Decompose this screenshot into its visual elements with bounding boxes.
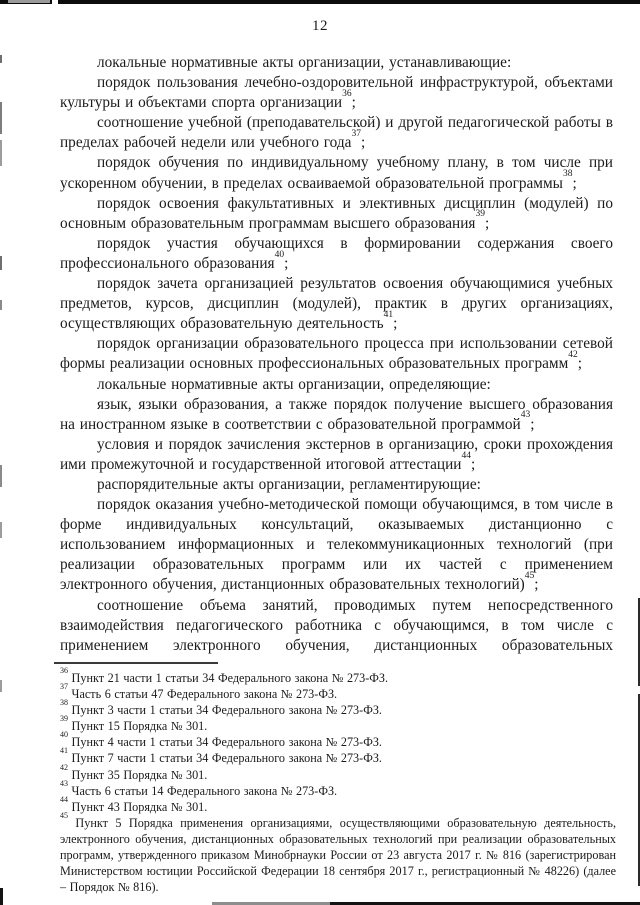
footnote-ref: 40 [274,249,285,260]
body-paragraph: соотношение учебной (преподавательской) и другой педагогической работы в пределах рабочей недели или учебного года$^{37}$; [60,114,613,152]
footnote-number: 38 [60,698,68,708]
scan-artifact-left-edge [0,300,2,310]
scan-artifact-left-edge [0,140,2,166]
scan-artifact-left-edge [0,256,2,270]
body-paragraph: порядок оказания учебно-методической помощи обучающимся, в том числе в форме индивидуальных консультаций, оказываемых дистанционно с использованием информационных и телекоммуникационных технологий (при реализации образовательных программ или их частей с применением электронного обучения, дистанционных образовательных технологий)$^{45}$; [60,496,613,594]
footnote-item: $^{43}$ Часть 6 статьи 14 Федерального закона № 273-ФЗ. [60,778,338,798]
body-paragraph: порядок организации образовательного процесса при использовании сетевой формы реализации основных профессиональных образовательных программ$^{42}$; [60,335,613,373]
footnote-ref: 45 [524,571,535,582]
scan-artifact-left-edge [0,522,2,538]
body-text [60,53,613,656]
scan-artifact-left-edge [0,102,2,134]
footnote-number: 42 [60,762,68,772]
footnote-number: 44 [60,794,68,804]
footnotes-section [60,662,616,895]
footnote-number: 43 [60,778,68,788]
footnote-item: $^{39}$ Пункт 15 Порядка № 301. [60,714,208,734]
scan-artifact-top-bar [52,0,58,4]
body-paragraph: соотношение объема занятий, проводимых путем непосредственного взаимодействия педагогического работника с обучающимся, в том числе с применением электронного обучения, дистанционных образовательных [60,596,613,654]
body-paragraph: язык, языки образования, а также порядок получение высшего образования на иностранном языке в соответствии с образовательной программой$^{43}$; [60,395,613,433]
body-paragraph: условия и порядок зачисления экстернов в организацию, сроки прохождения ими промежуточной и государственной итоговой аттестации$^{44}$; [60,435,613,473]
footnote-item: $^{36}$ Пункт 21 части 1 статьи 34 Федерального закона № 273-ФЗ. [60,665,389,685]
footnote-number: 37 [60,682,68,692]
body-paragraph: порядок освоения факультативных и элективных дисциплин (модулей) по основным образовательным программам высшего образования$^{39}$; [60,194,613,232]
footnote-number: 45 [60,810,68,820]
body-paragraph: порядок зачета организацией результатов освоения обучающимися учебных предметов, курсов, дисциплин (модулей), практик в других организациях, осуществляющих образовательную деятельность$^{41}$; [60,275,613,333]
page-number: 12 [312,18,328,34]
footnote-ref: 43 [520,410,531,421]
body-paragraph: порядок пользования лечебно-оздоровительной инфраструктурой, объектами культуры и объектами спорта организации$^{36}$; [60,74,613,112]
footnote-ref: 36 [342,88,352,99]
footnote-ref: 38 [562,169,573,180]
footnote-number: 40 [60,730,68,740]
scan-artifact-top-bar [0,0,640,4]
footnote-list [60,665,616,895]
scan-artifact-top-bar [8,0,50,3]
scan-artifact-left-edge [0,465,2,487]
scan-artifact-left-edge [0,680,2,692]
footnote-ref: 42 [568,350,578,361]
footnote-ref: 39 [475,209,485,220]
scan-artifact-left-edge [0,55,2,63]
footnote-ref: 44 [461,450,471,461]
footnote-item: $^{37}$ Часть 6 статьи 47 Федерального закона № 273-ФЗ. [60,682,338,702]
footnote-item: $^{40}$ Пункт 4 части 1 статьи 34 Федерального закона № 273-ФЗ. [60,730,382,750]
body-paragraph: распорядительные акты организации, регламентирующие: [97,475,481,493]
scan-artifact-left-edge [0,888,3,905]
footnote-item: $^{42}$ Пункт 35 Порядка № 301. [60,762,208,782]
footnote-item: $^{44}$ Пункт 43 Порядка № 301. [60,794,208,814]
footnote-item: $^{45}$ Пункт 5 Порядка применения организациями, осуществляющими образовательную деятельность, электронного обучения, дистанционных образовательных технологий при реализации образовательных программ, утвержденного приказом Минобрнауки России от 23 августа 2017 г. № 816 (зарегистрирован Министерством юстиции Российской Федерации 18 сентября 2017 г., регистрационный № 48226) (далее – Порядок № 816). [60,810,616,895]
footnote-ref: 37 [351,129,361,140]
body-paragraph: порядок обучения по индивидуальному учебному плану, в том числе при ускоренном обучении, в пределах осваиваемой образовательной программы$^{38}$; [60,154,613,192]
footnote-separator [54,662,218,664]
body-paragraph: локальные нормативные акты организации, определяющие: [97,375,491,393]
footnote-number: 41 [60,746,68,756]
footnote-item: $^{38}$ Пункт 3 части 1 статьи 34 Федерального закона № 273-ФЗ. [60,698,382,718]
footnote-item: $^{41}$ Пункт 7 части 1 статьи 34 Федерального закона № 273-ФЗ. [60,746,382,766]
footnote-ref: 41 [383,309,394,320]
body-paragraph: локальные нормативные акты организации, устанавливающие: [97,54,512,71]
footnote-number: 39 [60,714,68,724]
footnote-number: 36 [60,665,68,675]
body-paragraph: порядок участия обучающихся в формировании содержания своего профессионального образования$^{40}$; [60,234,613,272]
